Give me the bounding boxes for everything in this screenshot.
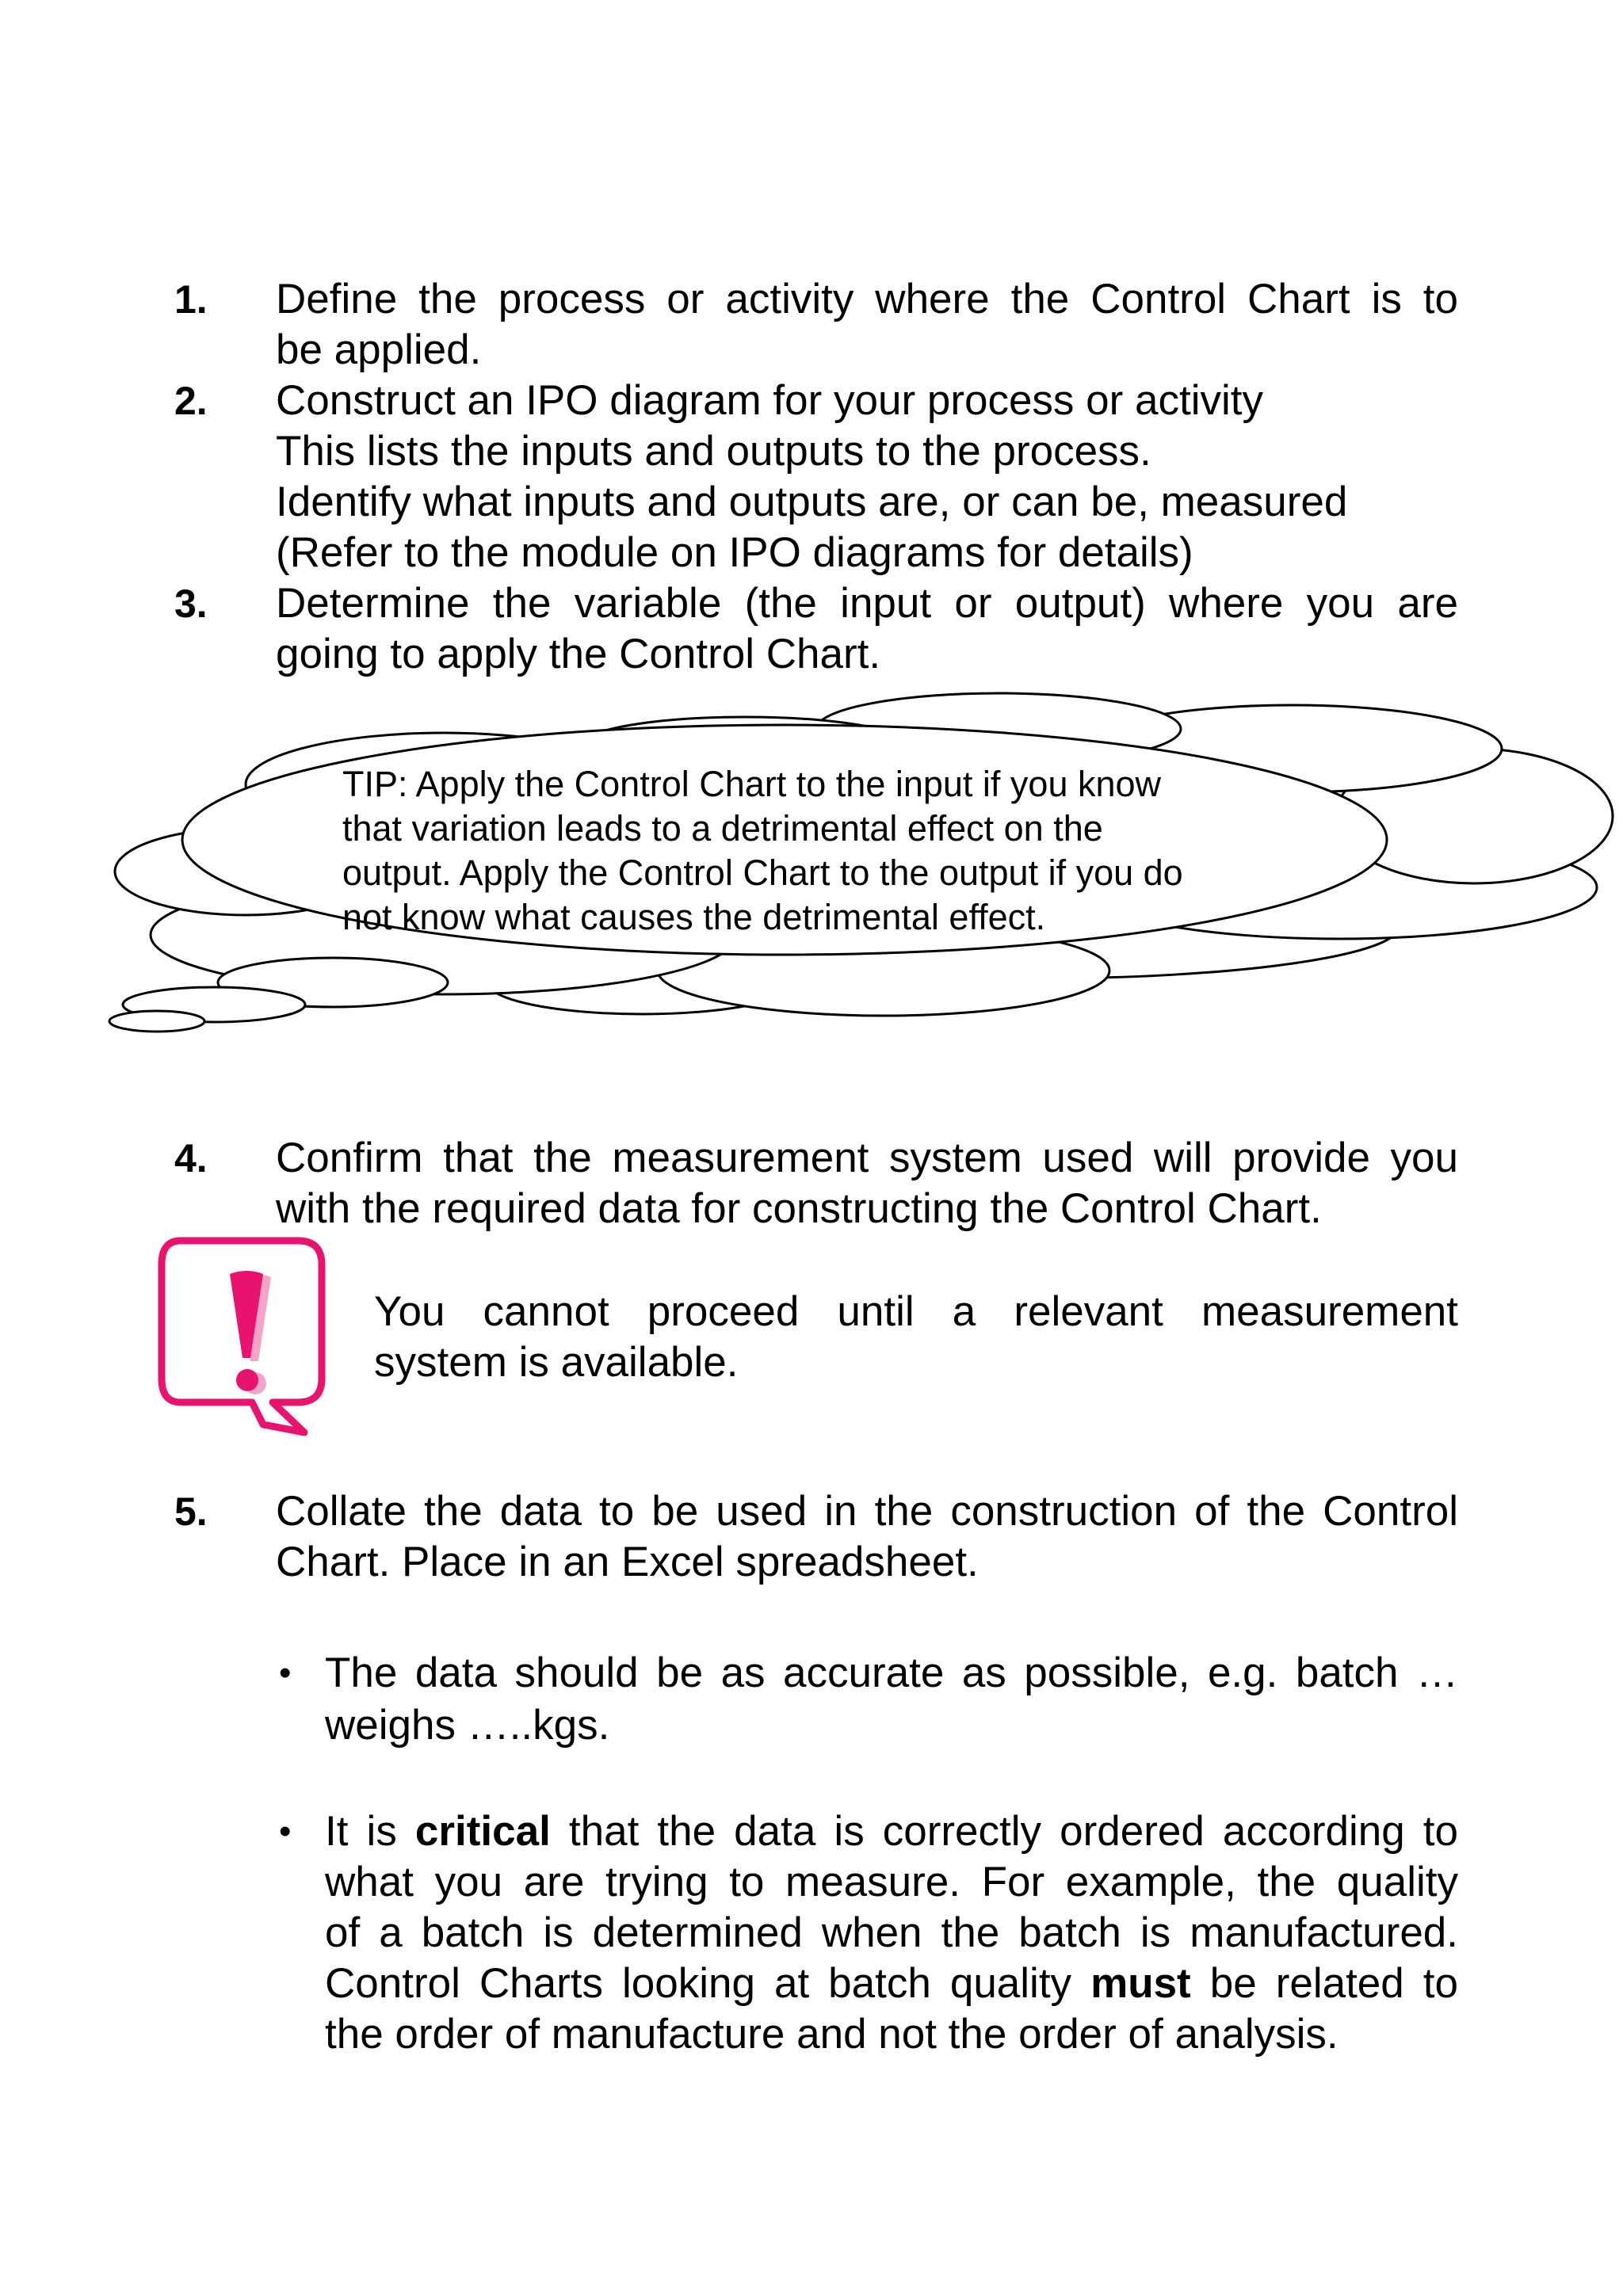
bullet-2-text-line-1: [325, 1806, 1458, 1857]
bullet-2-text-line-4: [325, 1958, 1458, 2009]
step-1-text-line-2: be applied.: [276, 326, 482, 373]
bullet-2-text-line-3: of a batch is determined when the batch is manufactured.: [325, 1909, 1458, 1956]
step-4-text-line-2: with the required data for constructing the Control Chart.: [276, 1185, 1322, 1232]
tip-text-line-1: TIP: Apply the Control Chart to the input if you know: [342, 764, 1162, 804]
bullet-1-text-line-1: The data should be as accurate as possible, e.g. batch …: [325, 1650, 1458, 1696]
bullet-2-line-1-pre: It is: [325, 1808, 415, 1855]
warning-text-line-2: system is available.: [374, 1339, 739, 1386]
step-4-number: 4.: [174, 1136, 208, 1180]
step-5-number: 5.: [174, 1489, 208, 1534]
bullet-2-bold-must: must: [1090, 1960, 1191, 2007]
bullet-2-text-line-5: the order of manufacture and not the order of analysis.: [325, 2011, 1338, 2058]
tip-text-line-4: not know what causes the detrimental effect.: [342, 897, 1046, 937]
step-3-number: 3.: [174, 582, 208, 626]
bullet-1-symbol: •: [279, 1653, 292, 1692]
bullet-1-text-line-2: weighs …..kgs.: [325, 1702, 610, 1749]
bullet-2-text-line-2: what you are trying to measure. For example, the quality: [325, 1859, 1458, 1905]
step-4-text-line-1: Confirm that the measurement system used will provide you: [276, 1135, 1458, 1181]
bullet-2-line-1-post: that the data is correctly ordered according to: [550, 1808, 1458, 1855]
step-3-text-line-1: Determine the variable (the input or output) where you are: [276, 580, 1458, 627]
step-2-number: 2.: [174, 379, 208, 423]
bullet-2-line-4-pre: Control Charts looking at batch quality: [325, 1960, 1091, 2007]
step-2-text-line-3: Identify what inputs and outputs are, or can be, measured: [276, 479, 1348, 525]
step-5-text-line-2: Chart. Place in an Excel spreadsheet.: [276, 1539, 979, 1585]
step-1-text-line-1: Define the process or activity where the Control Chart is to: [276, 276, 1458, 322]
step-1-number: 1.: [174, 277, 208, 322]
bullet-2-bold-critical: critical: [414, 1808, 551, 1855]
tip-text-line-3: output. Apply the Control Chart to the output if you do: [342, 852, 1183, 893]
bullet-2-symbol: •: [279, 1812, 292, 1851]
step-5-text-line-1: Collate the data to be used in the construction of the Control: [276, 1488, 1458, 1535]
warning-text-line-1: You cannot proceed until a relevant measurement: [374, 1288, 1458, 1335]
exclamation-speech-bubble-icon: [151, 1236, 357, 1474]
step-3-text-line-2: going to apply the Control Chart.: [276, 631, 881, 677]
step-2-text-line-2: This lists the inputs and outputs to the process.: [276, 428, 1151, 475]
bullet-2-line-4-post: be related to: [1190, 1960, 1458, 2007]
step-2-text-line-4: (Refer to the module on IPO diagrams for details): [276, 529, 1193, 576]
tip-text-line-2: that variation leads to a detrimental effect on the: [342, 808, 1103, 849]
step-2-text-line-1: Construct an IPO diagram for your process or activity: [276, 377, 1263, 424]
